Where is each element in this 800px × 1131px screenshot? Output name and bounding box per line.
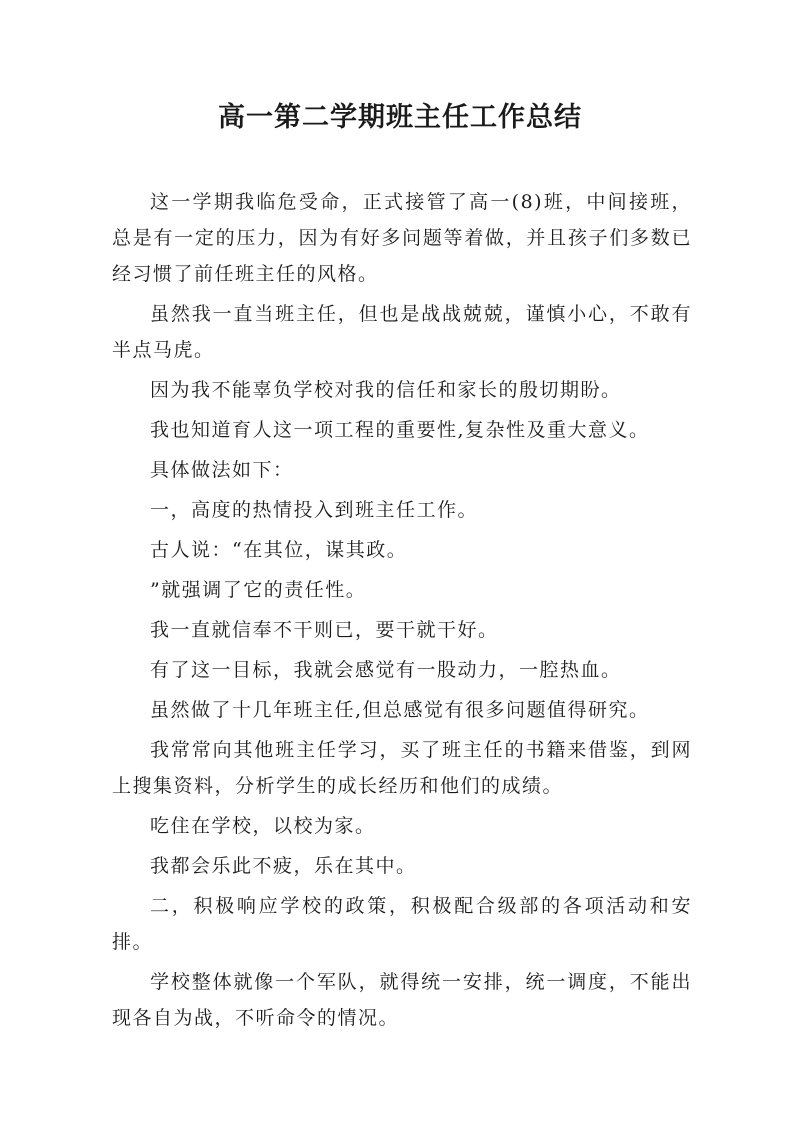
paragraph: ”就强调了它的责任性。	[150, 579, 367, 601]
paragraph: 二，积极响应学校的政策，积极配合级部的各项活动和安排。	[112, 895, 692, 953]
document-body	[112, 184, 692, 1040]
paragraph: 古人说：“在其位，谋其政。	[150, 539, 408, 561]
paragraph: 因为我不能辜负学校对我的信任和家长的殷切期盼。	[150, 379, 622, 401]
paragraph: 有了这一目标，我就会感觉有一股动力，一腔热血。	[150, 659, 622, 681]
paragraph: 吃住在学校，以校为家。	[150, 815, 376, 837]
paragraph: 这一学期我临危受命，正式接管了高一(8)班，中间接班，总是有一定的压力，因为有好多问题等着做，并且孩子们多数已经习惯了前任班主任的风格。	[112, 191, 692, 285]
paragraph: 我也知道育人这一项工程的重要性,复杂性及重大意义。	[150, 419, 650, 441]
paragraph: 虽然做了十几年班主任,但总感觉有很多问题值得研究。	[150, 699, 650, 721]
paragraph: 一，高度的热情投入到班主任工作。	[150, 499, 479, 521]
paragraph: 我都会乐此不疲，乐在其中。	[150, 855, 417, 877]
document-title: 高一第二学期班主任工作总结	[218, 102, 582, 133]
paragraph: 学校整体就像一个军队，就得统一安排，统一调度，不能出现各自为战，不听命令的情况。	[112, 971, 692, 1029]
paragraph: 虽然我一直当班主任，但也是战战兢兢，谨慎小心，不敢有半点马虎。	[112, 303, 692, 361]
paragraph: 我一直就信奉不干则已，要干就干好。	[150, 619, 499, 641]
paragraph: 具体做法如下：	[150, 459, 294, 481]
paragraph: 我常常向其他班主任学习，买了班主任的书籍来借鉴，到网上搜集资料，分析学生的成长经历和他们的成绩。	[112, 739, 692, 797]
